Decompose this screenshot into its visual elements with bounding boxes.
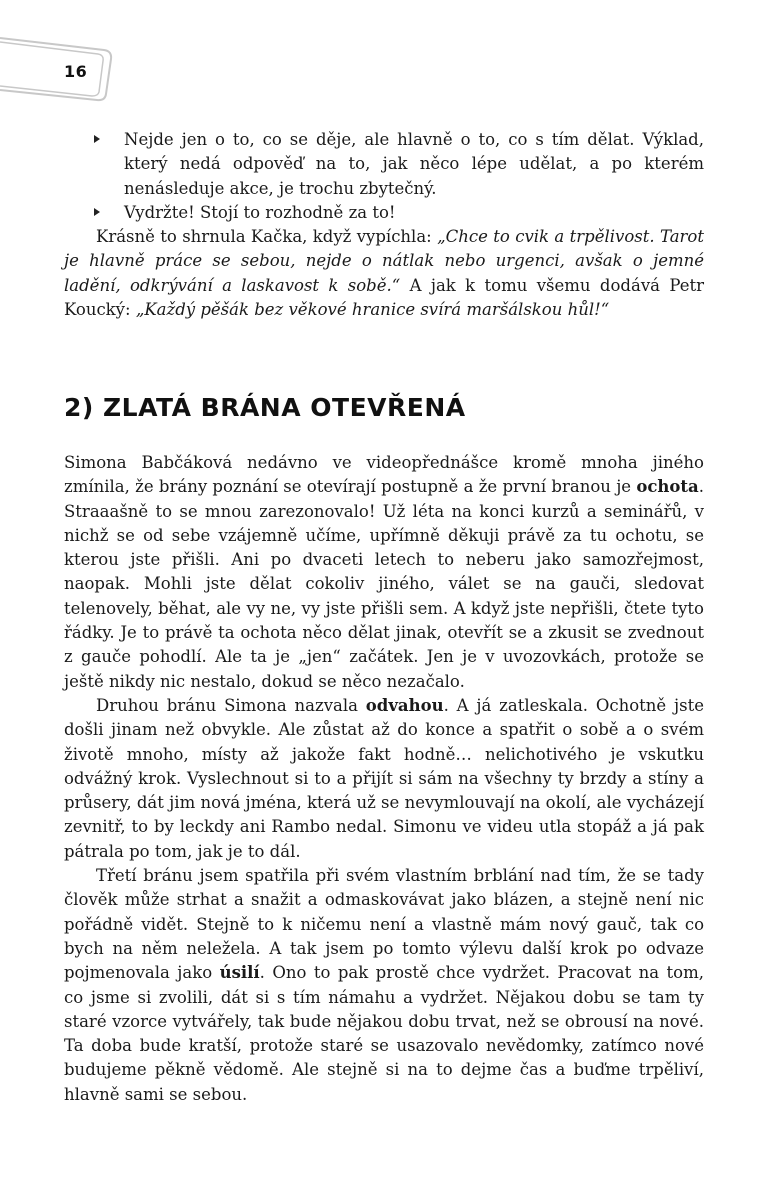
para-text: . Straaašně to se mnou zarezonovalo! Už léta na konci kurzů a seminářů, v nichž se od sebe vzájemně učíme, upřímně děkuji právě za tu ochotu, se kterou jste přišli. Ani po dvaceti letech to neberu jako samozřejmost, naopak. Mohli jste dělat cokoliv jiného, válet se na gauči, sledovat telenovely, běhat, ale vy ne, vy jste přišli sem. A když jste nepřišli, čtete tyto řádky. Je to právě ta ochota něco dělat jinak, otevřít se a zkusit se zvednout z gauče pohodlí. Ale ta je „jen“ začátek. Jen je v uvozovkách, protože se ještě nikdy nic nestalo, dokud se něco nezačalo. — [64, 477, 704, 691]
keyword-odvaha: odvahou — [365, 695, 444, 715]
quote-koucky: „Každý pěšák bez věkové hranice svírá maršálskou hůl!“ — [135, 300, 610, 320]
quote-paragraph — [64, 225, 704, 322]
quote-lead: Krásně to shrnula Kačka, když vypíchla: — [96, 227, 438, 247]
paragraph-usili — [64, 864, 704, 1107]
bullet-icon — [94, 135, 100, 143]
bullet-icon — [94, 208, 100, 216]
keyword-usili: úsilí — [219, 963, 260, 983]
bullet-text: Vydržte! Stojí to rozhodně za to! — [124, 202, 396, 222]
paragraph-odvaha — [64, 694, 704, 864]
bullet-item — [64, 201, 704, 225]
para-text: Simona Babčáková nedávno ve videopřednášce kromě mnoha jiného zmínila, že brány poznání se otevírají postupně a že první branou je — [64, 453, 704, 497]
bullet-text: Nejde jen o to, co se děje, ale hlavně o to, co s tím dělat. Výklad, který nedá odpověď na to, jak něco lépe udělat, a po kterém nenásleduje akce, je trochu zbytečný. — [124, 130, 704, 198]
body-text — [64, 451, 704, 1107]
quote-middle: A jak k tomu všemu dodává Petr Koucký: — [64, 275, 704, 320]
bullet-item — [64, 128, 704, 201]
section-heading: 2) ZLATÁ BRÁNA OTEVŘENÁ — [64, 393, 466, 422]
paragraph-ochota — [64, 451, 704, 694]
bullet-list — [64, 128, 704, 322]
quote-kacka: „Chce to cvik a trpělivost. Tarot je hlavně práce se sebou, nejde o nátlak nebo urgenci, avšak o jemné ladění, odkrývání a laskavost k sobě.“ — [64, 227, 704, 295]
page-number-tab — [0, 30, 116, 104]
page-number: 16 — [64, 62, 88, 81]
para-text: . Ono to pak prostě chce vydržet. Pracovat na tom, co jsme si zvolili, dát si s tím námahu a vydržet. Nějakou dobu se tam ty staré vzorce vytvářely, tak bude nějakou dobu trvat, než se obrousí na nové. Ta doba bude kratší, protože staré se usazovalo nevědomky, zatímco nové budujeme pěkně vědomě. Ale stejně si na to dejme čas a buďme trpěliví, hlavně sami se sebou. — [64, 963, 704, 1104]
keyword-ochota: ochota — [636, 477, 699, 497]
para-text: Třetí bránu jsem spatřila při svém vlastním brblání nad tím, že se tady člověk může strhat a snažit a odmaskovávat jako blázen, a stejně není nic pořádně vidět. Stejně to k ničemu není a vlastně mám nový gauč, tak co bych na něm neležela. A tak jsem po tomto výlevu další krok po odvaze pojmenovala jako — [64, 866, 704, 983]
para-text: Druhou bránu Simona nazvala — [96, 695, 366, 715]
para-text: . A já zatleskala. Ochotně jste došli jinam než obvykle. Ale zůstat až do konce a spatřit o sobě a o svém životě mnoho, místy až jakože fakt hodně… nelichotivého je vskutku odvážný krok. Vyslechnout si to a přijít si sám na všechny ty brzdy a stíny a průsery, dát jim nová jména, která už se nevymlouvají na okolí, ale vycházejí zevnitř, to by leckdy ani Rambo nedal. Simonu ve videu utla stopáž a já pak pátrala po tom, jak je to dál. — [64, 695, 704, 861]
